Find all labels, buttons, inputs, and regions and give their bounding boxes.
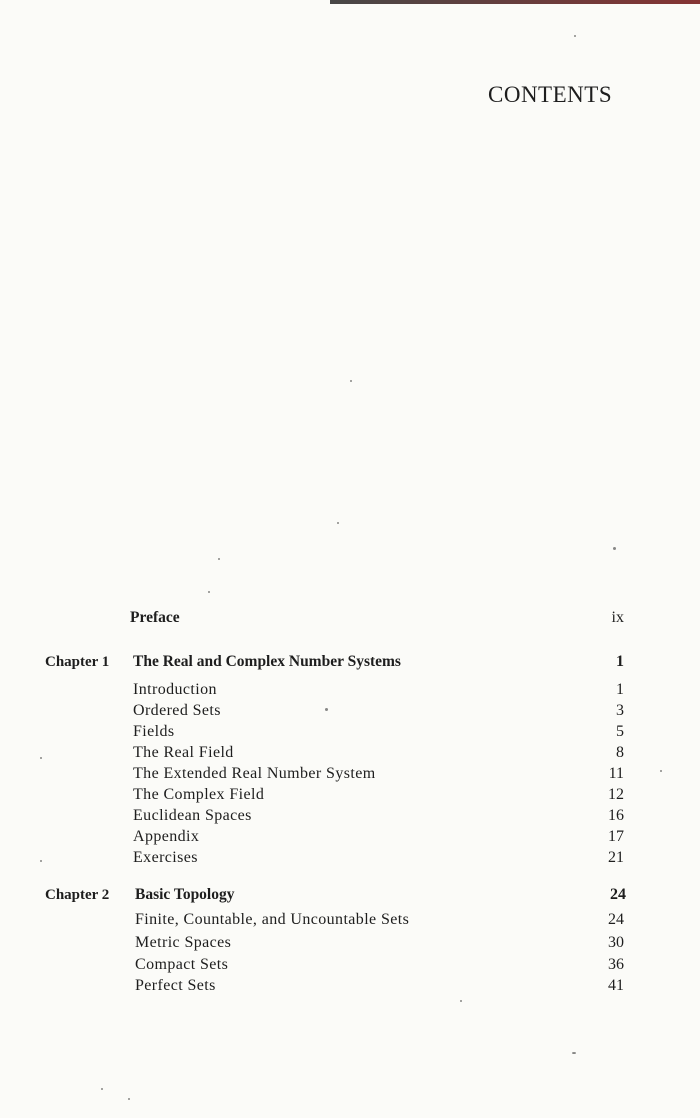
toc-entry-title: The Complex Field	[133, 786, 265, 803]
toc-row-section	[0, 954, 700, 976]
toc-row-section	[0, 763, 700, 785]
toc-page-number: 17	[608, 828, 624, 845]
toc-page-number: 8	[616, 744, 624, 761]
toc-entry-title: The Real Field	[133, 744, 234, 761]
page-top-edge	[330, 0, 700, 4]
page-title: CONTENTS	[488, 82, 613, 107]
chapter-label: Chapter 1	[45, 654, 110, 670]
toc-entry-title: The Extended Real Number System	[133, 765, 376, 782]
toc-page-number: 1	[616, 653, 624, 670]
toc-page-number: 16	[608, 807, 624, 824]
toc-entry-title: Introduction	[133, 681, 217, 698]
scan-speck	[218, 558, 220, 560]
scan-speck	[574, 35, 576, 37]
toc-row-section	[0, 847, 700, 869]
toc-page-number: ix	[611, 609, 624, 626]
toc-page-number: 12	[608, 786, 624, 803]
scan-speck	[350, 380, 352, 382]
toc-entry-title: Compact Sets	[135, 956, 229, 973]
toc-entry-title: Metric Spaces	[135, 934, 232, 951]
scan-speck	[128, 1098, 130, 1100]
scan-speck	[101, 1088, 103, 1090]
toc-entry-title: Ordered Sets	[133, 702, 221, 719]
toc-entry-title: Finite, Countable, and Uncountable Sets	[135, 911, 410, 928]
toc-page-number: 1	[616, 681, 624, 698]
scan-speck	[613, 547, 616, 550]
toc-row-section	[0, 700, 700, 722]
toc-row-section	[0, 932, 700, 954]
toc-page-number: 21	[608, 849, 624, 866]
scan-speck	[460, 1000, 462, 1002]
toc-row-chapter-2	[0, 884, 700, 906]
toc-row-section	[0, 721, 700, 743]
toc-row-section	[0, 826, 700, 848]
toc-row-section	[0, 784, 700, 806]
toc-row-section	[0, 742, 700, 764]
toc-row-section	[0, 679, 700, 701]
toc-page-number: 5	[616, 723, 624, 740]
toc-page-number: 41	[608, 977, 624, 994]
toc-entry-title: Exercises	[133, 849, 198, 866]
scan-speck	[337, 522, 339, 524]
toc-page-number: 30	[608, 934, 624, 951]
toc-row-preface	[0, 607, 700, 629]
toc-entry-title: The Real and Complex Number Systems	[133, 653, 401, 670]
scan-speck	[208, 591, 210, 593]
toc-page-number: 24	[610, 886, 626, 903]
toc-entry-title: Euclidean Spaces	[133, 807, 252, 824]
chapter-label: Chapter 2	[45, 887, 110, 903]
toc-entry-title: Fields	[133, 723, 175, 740]
toc-entry-title: Basic Topology	[135, 886, 235, 903]
scan-speck	[572, 1052, 576, 1054]
toc-entry-title: Preface	[130, 609, 180, 626]
toc-row-section	[0, 909, 700, 931]
toc-page-number: 36	[608, 956, 624, 973]
toc-row-section	[0, 805, 700, 827]
toc-entry-title: Appendix	[133, 828, 200, 845]
toc-row-chapter-1	[0, 651, 700, 673]
toc-page-number: 24	[608, 911, 624, 928]
toc-page-number: 11	[608, 765, 624, 782]
toc-page-number: 3	[616, 702, 624, 719]
toc-row-section	[0, 975, 700, 997]
toc-entry-title: Perfect Sets	[135, 977, 216, 994]
